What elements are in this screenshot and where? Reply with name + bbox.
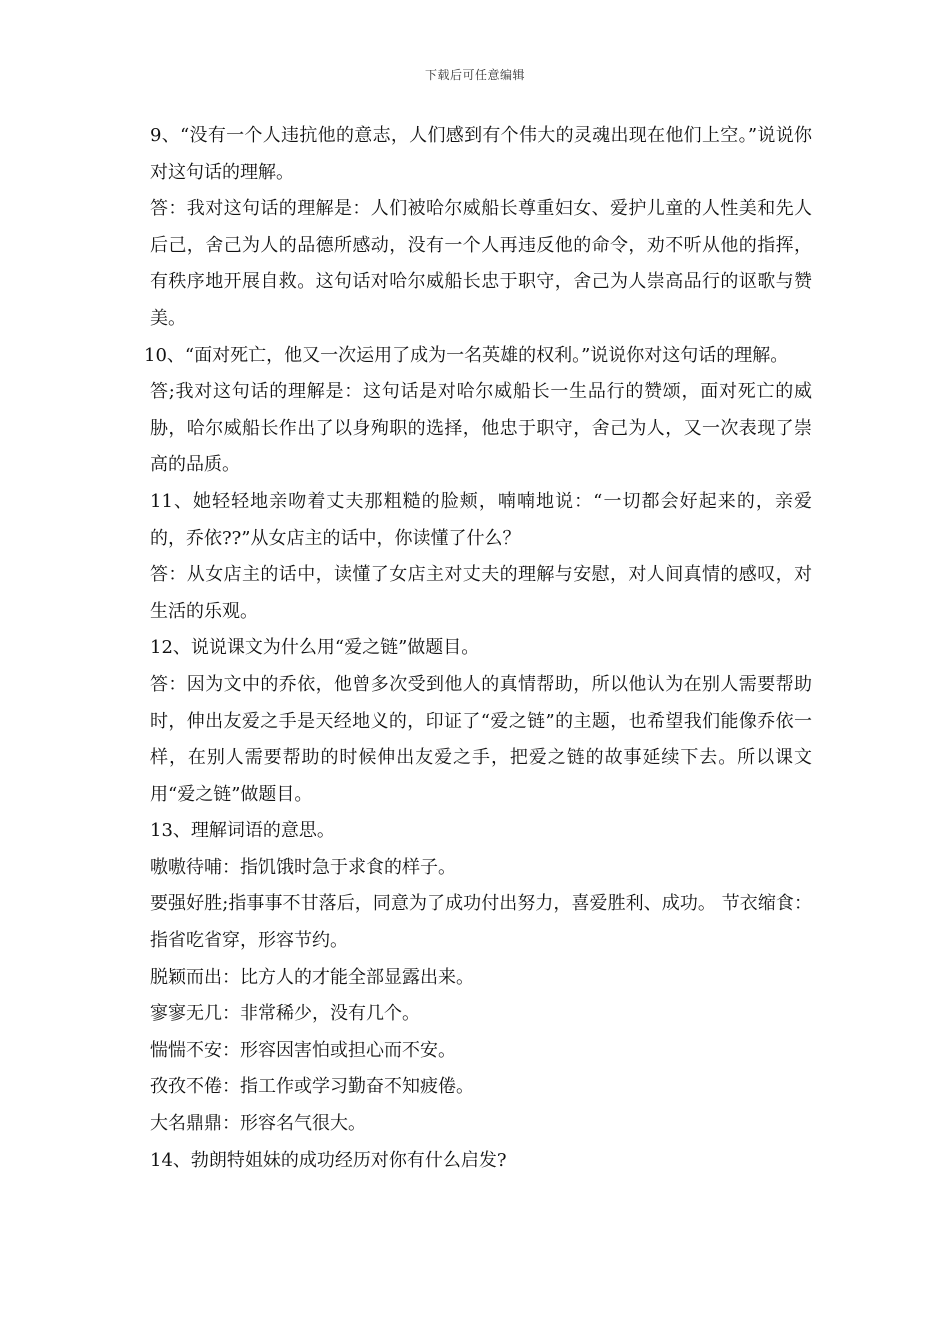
answer-12: 答：因为文中的乔依，他曾多次受到他人的真情帮助，所以他认为在别人需要帮助时，伸出友爱之手是天经地义的，印证了“爱之链”的主题，也希望我们能像乔依一样，在别人需要帮助的时候伸出友爱之手，把爱之链的故事延续下去。所以课文用“爱之链”做题目。 bbox=[150, 673, 812, 805]
question-10: 10、“面对死亡，他又一次运用了成为一名英雄的权利。”说说你对这句话的理解。 bbox=[144, 344, 789, 366]
term-definition: 寥寥无几：非常稀少，没有几个。 bbox=[150, 1003, 420, 1025]
question-14: 14、勃朗特姐妹的成功经历对你有什么启发? bbox=[150, 1149, 507, 1171]
term-definition: 嗷嗷待哺：指饥饿时急于求食的样子。 bbox=[150, 856, 456, 878]
term-definition: 惴惴不安：形容因害怕或担心而不安。 bbox=[150, 1039, 456, 1061]
question-9: 9、“没有一个人违抗他的意志，人们感到有个伟大的灵魂出现在他们上空。”说说你对这句话的理解。 bbox=[150, 125, 812, 183]
term-definition: 脱颖而出：比方人的才能全部显露出来。 bbox=[150, 966, 474, 988]
question-13: 13、理解词语的意思。 bbox=[150, 820, 335, 842]
answer-9: 答：我对这句话的理解是：人们被哈尔威船长尊重妇女、爱护儿童的人性美和先人后己，舍己为人的品德所感动，没有一个人再违反他的命令，劝不听从他的指挥，有秩序地开展自救。这句话对哈尔威船长忠于职守，舍己为人崇高品行的讴歌与赞美。 bbox=[150, 198, 812, 329]
page-header: 下载后可任意编辑 bbox=[424, 68, 525, 82]
question-11: 11、她轻轻地亲吻着丈夫那粗糙的脸颊，喃喃地说：“一切都会好起来的，亲爱的，乔依??”从女店主的话中，你读懂了什么？ bbox=[150, 490, 812, 549]
term-definition: 要强好胜;指事事不甘落后，同意为了成功付出努力，喜爱胜利、成功。 节衣缩食：指省吃省穿，形容节约。 bbox=[150, 893, 812, 952]
answer-11: 答：从女店主的话中，读懂了女店主对丈夫的理解与安慰，对人间真情的感叹，对生活的乐观。 bbox=[150, 564, 812, 622]
question-12: 12、说说课文为什么用“爱之链”做题目。 bbox=[150, 637, 480, 659]
term-definition: 大名鼎鼎：形容名气很大。 bbox=[150, 1113, 366, 1135]
answer-10: 答;我对这句话的理解是：这句话是对哈尔威船长一生品行的赞颂，面对死亡的威胁，哈尔威船长作出了以身殉职的选择，他忠于职守，舍己为人，又一次表现了崇高的品质。 bbox=[150, 381, 812, 476]
term-definition: 孜孜不倦：指工作或学习勤奋不知疲倦。 bbox=[150, 1076, 474, 1098]
document-body bbox=[144, 118, 812, 1179]
